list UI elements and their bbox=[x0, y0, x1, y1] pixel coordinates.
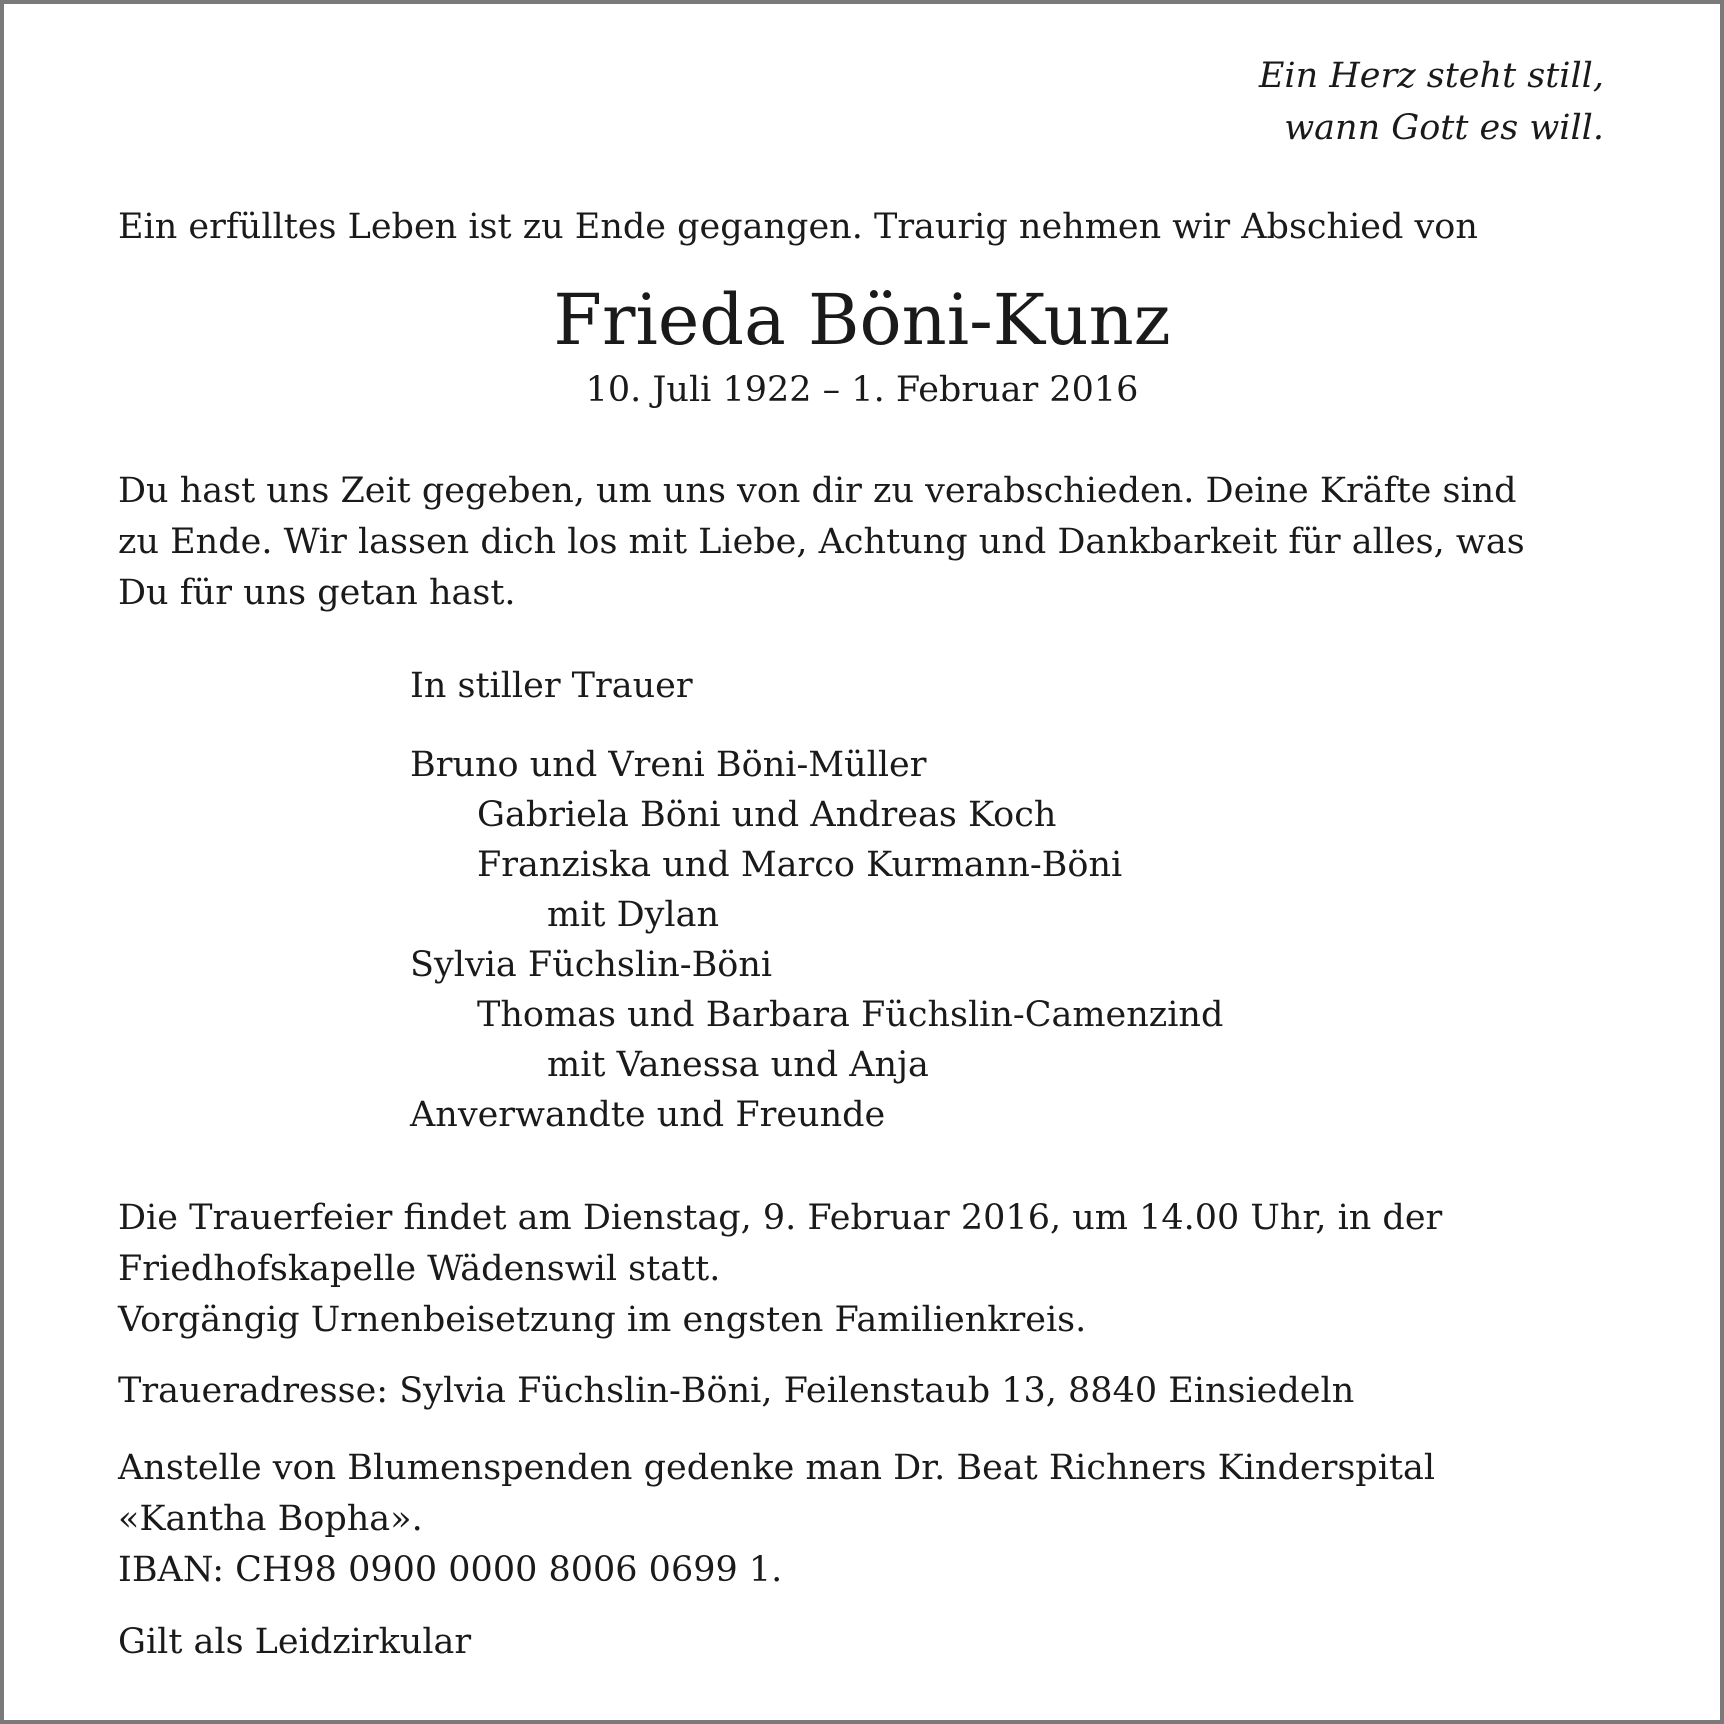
footer-line: Gilt als Leidzirkular bbox=[118, 1622, 472, 1662]
mourner-entry: Bruno und Vreni Böni-Müller bbox=[410, 745, 927, 785]
deceased-name: Frieda Böni-Kunz bbox=[553, 279, 1171, 361]
mourner-entry: Franziska und Marco Kurmann-Böni bbox=[477, 845, 1123, 885]
mourner-entry: Thomas und Barbara Füchslin-Camenzind bbox=[477, 995, 1224, 1035]
farewell-message bbox=[118, 466, 1608, 619]
mourning-heading: In stiller Trauer bbox=[410, 666, 693, 706]
mourner-entry: Gabriela Böni und Andreas Koch bbox=[477, 795, 1057, 835]
ceremony-line-1: Die Trauerfeier findet am Dienstag, 9. Februar 2016, um 14.00 Uhr, in der bbox=[118, 1198, 1443, 1238]
mourners-list bbox=[410, 740, 1223, 1140]
farewell-line-3: Du für uns getan hast. bbox=[118, 573, 516, 613]
mourner-entry: mit Vanessa und Anja bbox=[547, 1045, 929, 1085]
ceremony-line-2: Friedhofskapelle Wädenswil statt. bbox=[118, 1249, 721, 1289]
ceremony-info bbox=[118, 1193, 1608, 1346]
donation-line-2: «Kantha Bopha». bbox=[118, 1499, 423, 1539]
donation-info bbox=[118, 1443, 1608, 1596]
intro-text: Ein erfülltes Leben ist zu Ende gegangen. Traurig nehmen wir Abschied von bbox=[118, 207, 1478, 247]
life-dates: 10. Juli 1922 – 1. Februar 2016 bbox=[585, 370, 1139, 410]
farewell-line-2: zu Ende. Wir lassen dich los mit Liebe, Achtung und Dankbarkeit für alles, was bbox=[118, 522, 1525, 562]
address-line: Traueradresse: Sylvia Füchslin-Böni, Feilenstaub 13, 8840 Einsiedeln bbox=[118, 1371, 1355, 1411]
circular-note bbox=[118, 1617, 1608, 1668]
motto-line-1: Ein Herz steht still, bbox=[1258, 56, 1604, 96]
motto-line-2: wann Gott es will. bbox=[1284, 108, 1604, 148]
ceremony-line-3: Vorgängig Urnenbeisetzung im engsten Familienkreis. bbox=[118, 1300, 1087, 1340]
donation-line-1: Anstelle von Blumenspenden gedenke man Dr. Beat Richners Kinderspital bbox=[118, 1448, 1436, 1488]
mourner-entry: Anverwandte und Freunde bbox=[410, 1095, 886, 1135]
mourning-address bbox=[118, 1366, 1608, 1417]
mourner-entry: Sylvia Füchslin-Böni bbox=[410, 945, 773, 985]
mourner-entry: mit Dylan bbox=[547, 895, 720, 935]
motto bbox=[904, 50, 1604, 154]
farewell-line-1: Du hast uns Zeit gegeben, um uns von dir zu verabschieden. Deine Kräfte sind bbox=[118, 471, 1517, 511]
donation-line-3: IBAN: CH98 0900 0000 8006 0699 1. bbox=[118, 1550, 783, 1590]
